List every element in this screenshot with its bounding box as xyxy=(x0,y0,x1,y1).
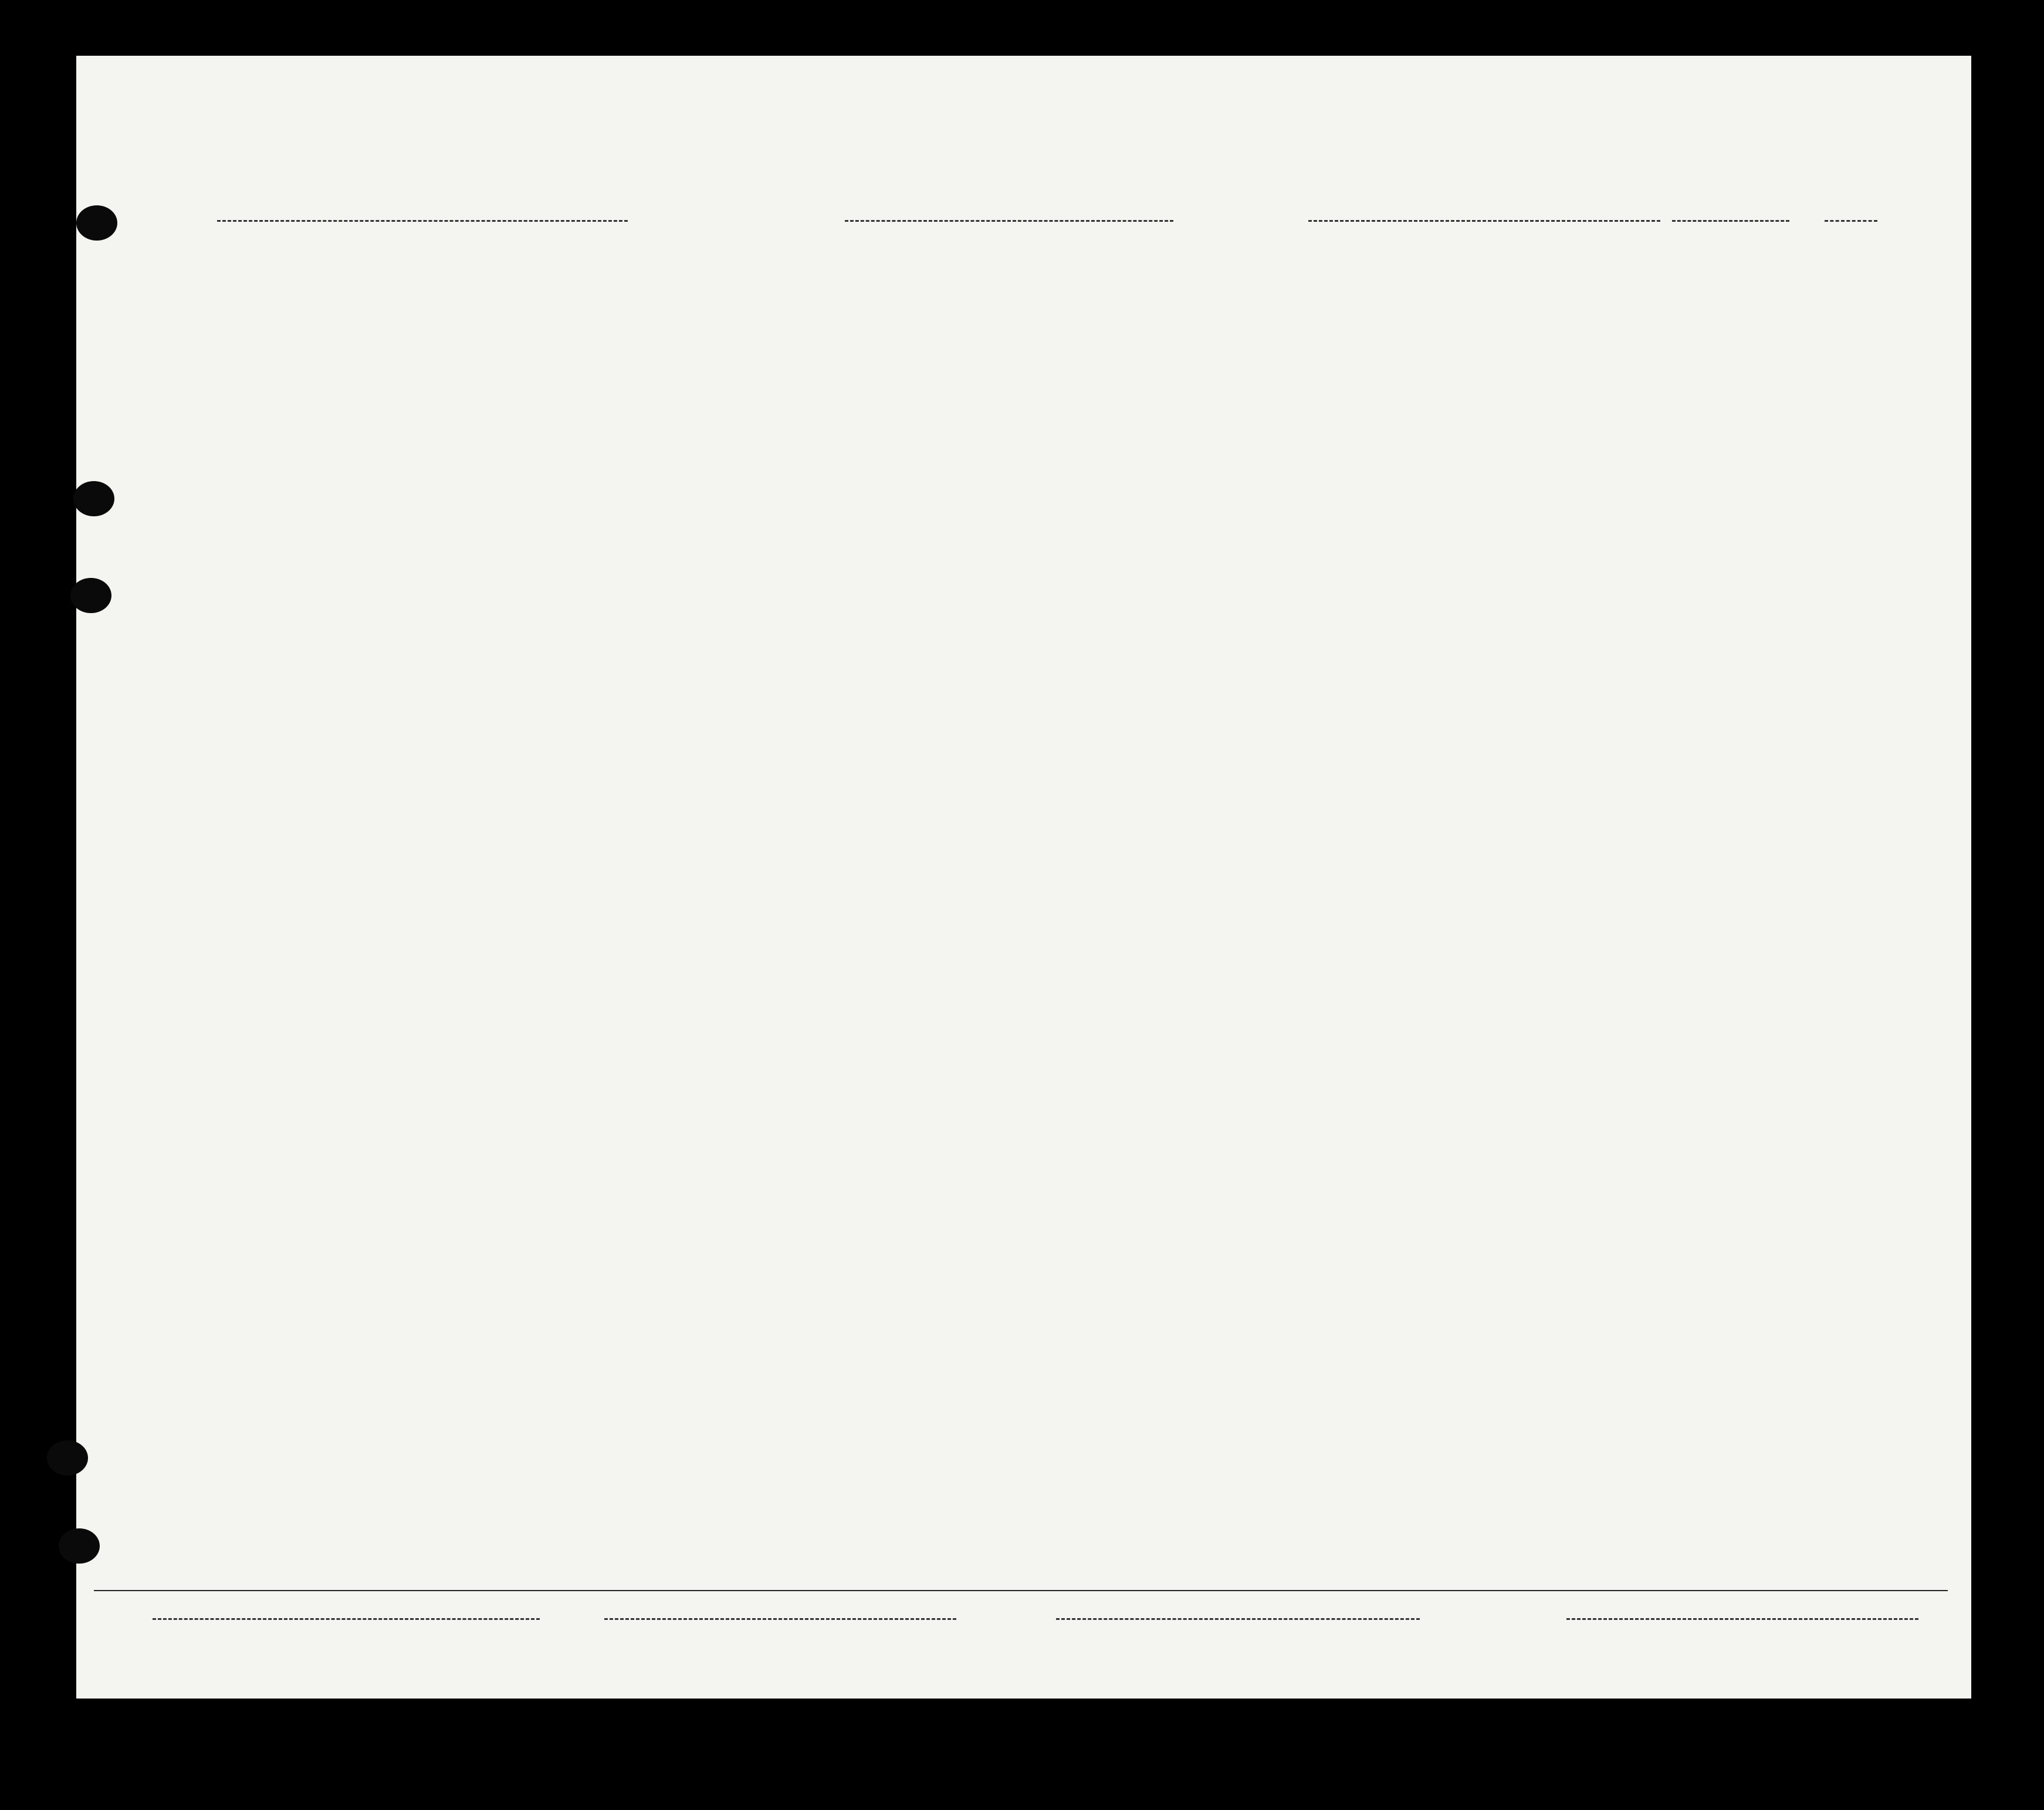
footer xyxy=(76,1590,1971,1690)
visa-stamp xyxy=(639,1156,1038,1496)
punch-hole xyxy=(76,205,117,241)
vessel-row xyxy=(176,197,1877,226)
punch-hole xyxy=(70,578,111,613)
manifest-sheet xyxy=(76,56,1971,1699)
punch-hole xyxy=(47,1440,88,1476)
punch-hole xyxy=(73,481,114,516)
punch-hole xyxy=(59,1528,100,1564)
